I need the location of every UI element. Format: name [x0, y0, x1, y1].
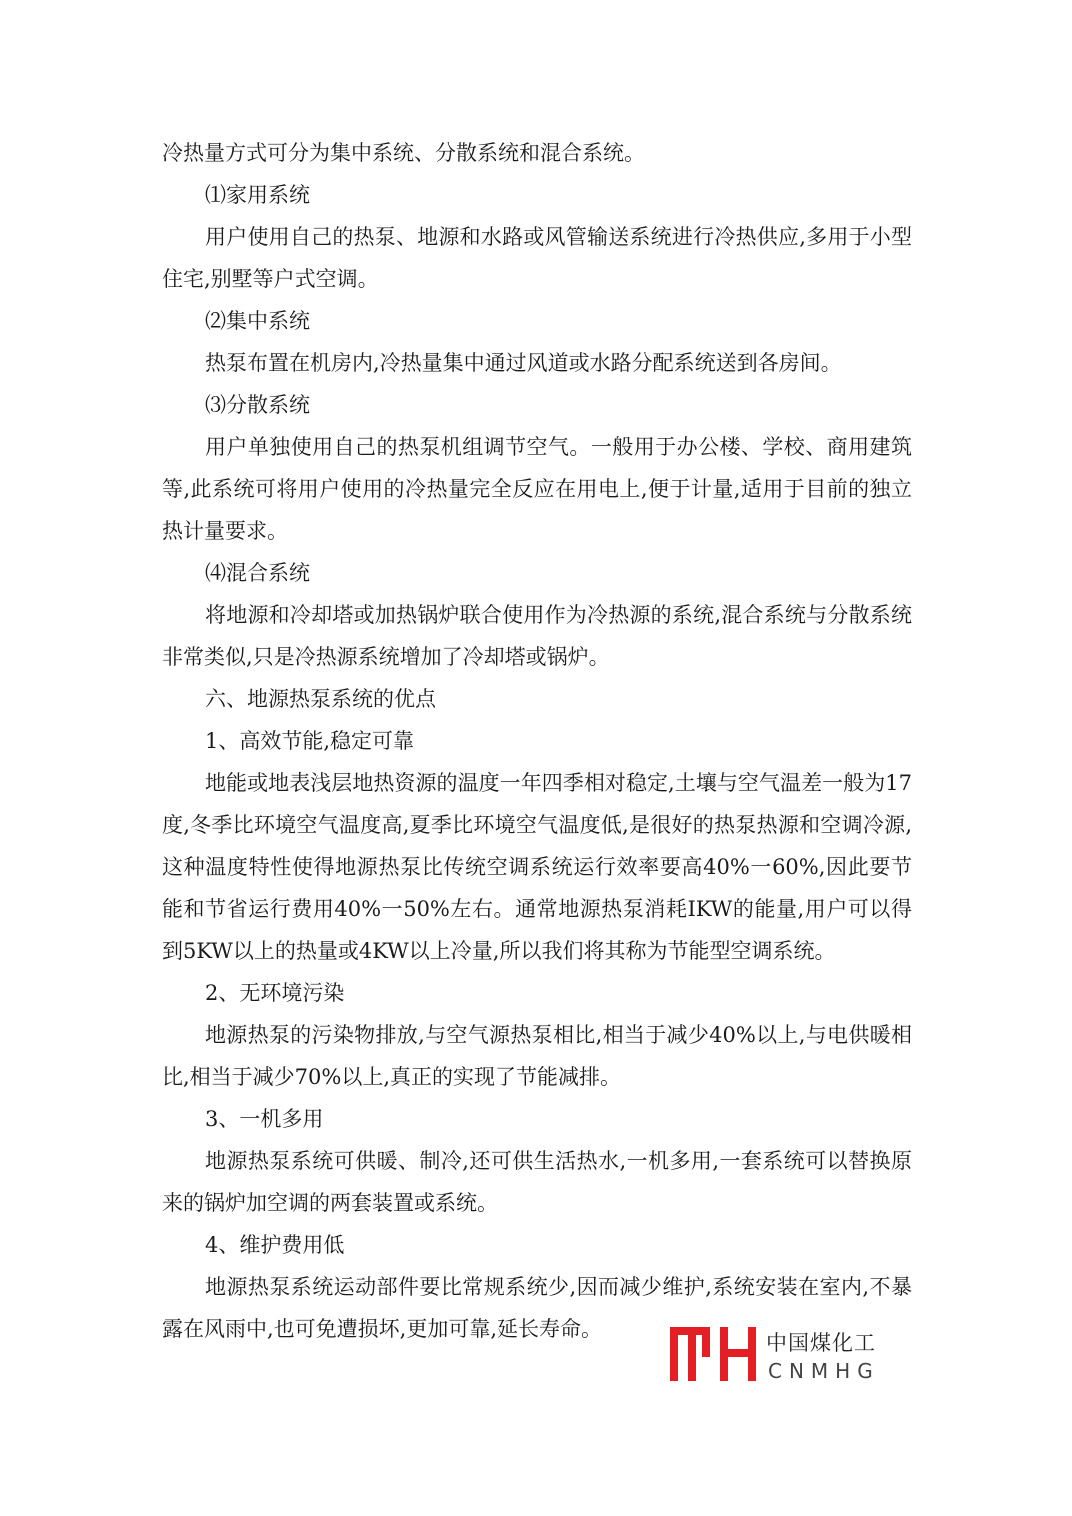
- paragraph: 地源热泵系统运动部件要比常规系统少,因而减少维护,系统安装在室内,不暴露在风雨中,也可免遭损坏,更加可靠,延长寿命。: [162, 1275, 912, 1341]
- cnmhg-logo-mark-icon: [668, 1323, 760, 1385]
- section-heading: ⑵集中系统: [205, 309, 310, 333]
- watermark-logo: [668, 1323, 883, 1393]
- section-heading: 2、无环境污染: [205, 981, 345, 1005]
- document-body: [162, 132, 912, 1350]
- logo-text-chinese: 中国煤化工: [766, 1331, 876, 1355]
- paragraph: 将地源和冷却塔或加热锅炉联合使用作为冷热源的系统,混合系统与分散系统非常类似,只是冷热源系统增加了冷却塔或锅炉。: [162, 603, 912, 669]
- paragraph: 热泵布置在机房内,冷热量集中通过风道或水路分配系统送到各房间。: [205, 351, 842, 375]
- chapter-heading: 六、地源热泵系统的优点: [205, 687, 436, 711]
- section-heading: ⑴家用系统: [205, 183, 310, 207]
- paragraph: 地能或地表浅层地热资源的温度一年四季相对稳定,土壤与空气温差一般为17度,冬季比环境空气温度高,夏季比环境空气温度低,是很好的热泵热源和空调冷源,这种温度特性使得地源热泵比传统空调系统运行效率要高40%一60%,因此要节能和节省运行费用40%一50%左右。通常地源热泵消耗IKW的能量,用户可以得到5KW以上的热量或4KW以上冷量,所以我们将其称为节能型空调系统。: [162, 771, 912, 963]
- paragraph: 用户单独使用自己的热泵机组调节空气。一般用于办公楼、学校、商用建筑等,此系统可将用户使用的冷热量完全反应在用电上,便于计量,适用于目前的独立热计量要求。: [162, 435, 912, 543]
- section-heading: 4、维护费用低: [205, 1233, 345, 1257]
- logo-text-english: CNMHG: [768, 1359, 880, 1383]
- logo-mark: [670, 1327, 756, 1381]
- section-heading: 1、高效节能,稳定可靠: [205, 729, 415, 753]
- section-heading: ⑶分散系统: [205, 393, 310, 417]
- section-heading: 3、一机多用: [205, 1107, 324, 1131]
- paragraph: 地源热泵的污染物排放,与空气源热泵相比,相当于减少40%以上,与电供暖相比,相当于减少70%以上,真正的实现了节能减排。: [162, 1023, 912, 1089]
- paragraph: 用户使用自己的热泵、地源和水路或风管输送系统进行冷热供应,多用于小型住宅,别墅等户式空调。: [162, 225, 912, 291]
- paragraph: 地源热泵系统可供暖、制冷,还可供生活热水,一机多用,一套系统可以替换原来的锅炉加空调的两套装置或系统。: [162, 1149, 912, 1215]
- section-heading: ⑷混合系统: [205, 561, 310, 585]
- paragraph: 冷热量方式可分为集中系统、分散系统和混合系统。: [162, 141, 645, 165]
